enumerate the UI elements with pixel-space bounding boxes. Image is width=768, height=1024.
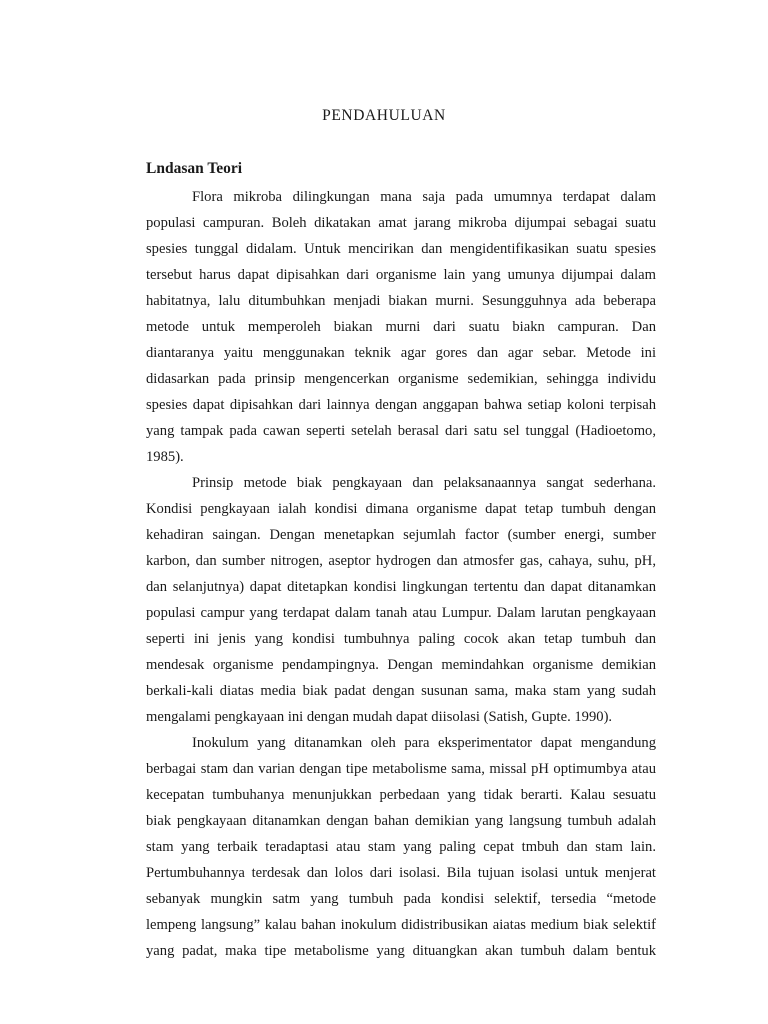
paragraph-line: 1985). [146, 449, 184, 465]
paragraph-line: karbon, dan sumber nitrogen, aseptor hydrogen dan atmosfer gas, cahaya, suhu, pH, [146, 553, 656, 569]
paragraph-line: didasarkan pada prinsip mengencerkan organisme sedemikian, sehingga individu [146, 371, 656, 387]
paragraph-line: populasi campuran. Boleh dikatakan amat jarang mikroba dijumpai sebagai suatu [146, 215, 656, 231]
paragraph-line: mendesak organisme pendampingnya. Dengan memindahkan organisme demikian [146, 657, 656, 673]
section-heading: Lndasan Teori [146, 160, 243, 177]
paragraph [146, 470, 656, 730]
paragraph-line: Flora mikroba dilingkungan mana saja pada umumnya terdapat dalam [192, 189, 656, 205]
paragraph-line: dan selanjutnya) dapat ditetapkan kondisi lingkungan tertentu dan dapat ditanamkan [146, 579, 656, 595]
paragraph-line: populasi campur yang terdapat dalam tanah atau Lumpur. Dalam larutan pengkayaan [146, 605, 656, 621]
paragraph-line: metode untuk memperoleh biakan murni dari suatu biakn campuran. Dan [146, 319, 656, 335]
page-title: PENDAHULUAN [322, 107, 446, 124]
paragraph-line: kehadiran saingan. Dengan menetapkan sejumlah factor (sumber energi, sumber [146, 527, 656, 543]
paragraph-line: berkali-kali diatas media biak padat dengan susunan sama, maka stam yang sudah [146, 683, 656, 699]
paragraph-line: yang tampak pada cawan seperti setelah berasal dari satu sel tunggal (Hadioetomo, [146, 423, 656, 439]
paragraph-line: Pertumbuhannya terdesak dan lolos dari isolasi. Bila tujuan isolasi untuk menjerat [146, 865, 656, 881]
paragraph-line: berbagai stam dan varian dengan tipe metabolisme sama, missal pH optimumbya atau [146, 761, 656, 777]
paragraph [146, 730, 656, 964]
paragraph-line: lempeng langsung” kalau bahan inokulum didistribusikan aiatas medium biak selektif [146, 917, 656, 933]
paragraph-line: Inokulum yang ditanamkan oleh para eksperimentator dapat mengandung [192, 735, 656, 751]
paragraph-line: stam yang terbaik teradaptasi atau stam yang paling cepat tmbuh dan stam lain. [146, 839, 656, 855]
paragraph-line: habitatnya, lalu ditumbuhkan menjadi biakan murni. Sesungguhnya ada beberapa [146, 293, 656, 309]
paragraph-line: biak pengkayaan ditanamkan dengan bahan demikian yang langsung tumbuh adalah [146, 813, 656, 829]
paragraph-line: Kondisi pengkayaan ialah kondisi dimana organisme dapat tetap tumbuh dengan [146, 501, 656, 517]
paragraph-line: mengalami pengkayaan ini dengan mudah dapat diisolasi (Satish, Gupte. 1990). [146, 709, 613, 725]
paragraph-line: Prinsip metode biak pengkayaan dan pelaksanaannya sangat sederhana. [192, 475, 656, 491]
paragraph-line: spesies dapat dipisahkan dari lainnya dengan anggapan bahwa setiap koloni terpisah [146, 397, 656, 413]
paragraph-line: yang padat, maka tipe metabolisme yang dituangkan akan tumbuh dalam bentuk [146, 943, 656, 959]
paragraph-line: diantaranya yaitu menggunakan teknik agar gores dan agar sebar. Metode ini [146, 345, 656, 361]
paragraph-line: sebanyak mungkin satm yang tumbuh pada kondisi selektif, tersedia “metode [146, 891, 656, 907]
paragraph-line: kecepatan tumbuhanya menunjukkan perbedaan yang tidak berarti. Kalau sesuatu [146, 787, 656, 803]
paragraph-line: tersebut harus dapat dipisahkan dari organisme lain yang umunya dijumpai dalam [146, 267, 656, 283]
paragraph [146, 184, 656, 470]
document-body [146, 184, 656, 964]
paragraph-line: spesies tunggal didalam. Untuk mencirikan dan mengidentifikasikan suatu spesies [146, 241, 656, 257]
paragraph-line: seperti ini jenis yang kondisi tumbuhnya paling cocok akan tetap tumbuh dan [146, 631, 656, 647]
